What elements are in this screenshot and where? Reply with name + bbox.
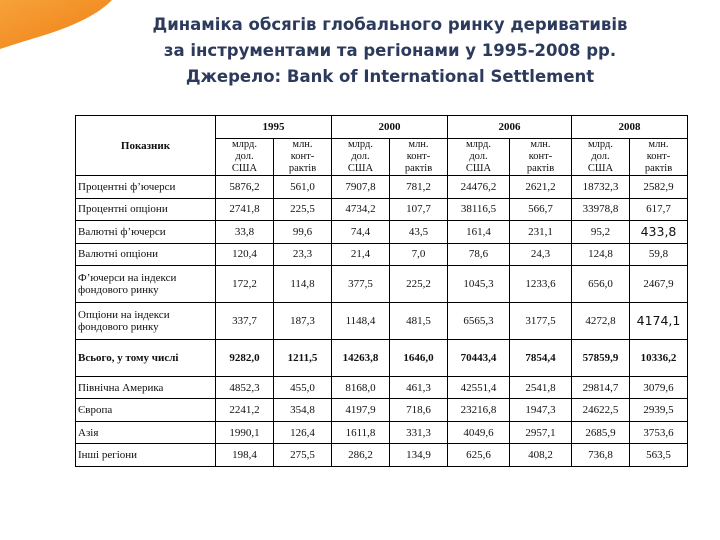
table-cell: 4197,9 (332, 399, 390, 422)
table-cell: 4852,3 (216, 376, 274, 399)
table-cell: 10336,2 (630, 339, 688, 376)
table-cell: 354,8 (274, 399, 332, 422)
table-row (76, 221, 688, 244)
table-cell: 23216,8 (448, 399, 510, 422)
table-cell: 4272,8 (572, 303, 630, 340)
unit-text: США (587, 163, 614, 174)
table-cell: 95,2 (572, 221, 630, 244)
table-cell: 2241,2 (216, 399, 274, 422)
table-cell: 781,2 (390, 176, 448, 199)
unit-text: дол. (235, 151, 254, 162)
unit-text: млн. (530, 139, 551, 150)
unit-text: млн. (292, 139, 313, 150)
table-row (76, 339, 688, 376)
row-label: Азія (76, 421, 216, 444)
table-cell: 161,4 (448, 221, 510, 244)
table-cell: 4174,1 (630, 303, 688, 340)
unit-text: США (465, 163, 492, 174)
table-cell: 461,3 (390, 376, 448, 399)
unit-text: рактів (404, 163, 433, 174)
table-cell: 1148,4 (332, 303, 390, 340)
table-cell: 2741,8 (216, 198, 274, 221)
unit-header-million-contracts (630, 139, 688, 176)
unit-header-billion-usd (448, 139, 510, 176)
unit-text: рактів (288, 163, 317, 174)
table-cell: 59,8 (630, 243, 688, 266)
table-cell: 1233,6 (510, 266, 572, 303)
table-cell: 1611,8 (332, 421, 390, 444)
row-label: Процентні опціони (76, 198, 216, 221)
table-cell: 107,7 (390, 198, 448, 221)
derivatives-table (75, 115, 688, 467)
title-source-line: Джерело: Bank of International Settlement (185, 67, 595, 86)
table-row (76, 243, 688, 266)
unit-text: дол. (469, 151, 488, 162)
unit-text: дол. (591, 151, 610, 162)
unit-header-million-contracts (510, 139, 572, 176)
table-cell: 99,6 (274, 221, 332, 244)
table-row (76, 176, 688, 199)
corner-header: Показник (76, 116, 216, 176)
unit-text: США (347, 163, 374, 174)
title-line-1: Динаміка обсягів глобального ринку деривативів (152, 15, 628, 34)
unit-text: млрд. (348, 139, 373, 150)
unit-header-million-contracts (390, 139, 448, 176)
table-cell: 225,5 (274, 198, 332, 221)
table-cell: 1045,3 (448, 266, 510, 303)
unit-text: дол. (351, 151, 370, 162)
row-label: Опціони на індекси фондового ринку (76, 303, 216, 340)
unit-text: конт- (290, 151, 315, 162)
table-cell: 198,4 (216, 444, 274, 467)
table-cell: 42551,4 (448, 376, 510, 399)
table-cell: 29814,7 (572, 376, 630, 399)
table-cell: 2621,2 (510, 176, 572, 199)
table-cell: 187,3 (274, 303, 332, 340)
unit-text: млрд. (232, 139, 257, 150)
table-cell: 23,3 (274, 243, 332, 266)
table-cell: 625,6 (448, 444, 510, 467)
unit-text: млрд. (588, 139, 613, 150)
table-cell: 563,5 (630, 444, 688, 467)
table-cell: 408,2 (510, 444, 572, 467)
table-cell: 331,3 (390, 421, 448, 444)
title-line-2: за інструментами та регіонами у 1995-2008 рр. (163, 41, 617, 60)
table-cell: 7854,4 (510, 339, 572, 376)
table-row (76, 421, 688, 444)
table-cell: 286,2 (332, 444, 390, 467)
table-cell: 2467,9 (630, 266, 688, 303)
row-label: Валютні опціони (76, 243, 216, 266)
row-label: Північна Америка (76, 376, 216, 399)
table-cell: 124,8 (572, 243, 630, 266)
table-cell: 172,2 (216, 266, 274, 303)
table-cell: 377,5 (332, 266, 390, 303)
table-cell: 3177,5 (510, 303, 572, 340)
table-cell: 275,5 (274, 444, 332, 467)
table-cell: 2541,8 (510, 376, 572, 399)
table-cell: 1211,5 (274, 339, 332, 376)
table-cell: 3753,6 (630, 421, 688, 444)
table-cell: 2939,5 (630, 399, 688, 422)
table-cell: 74,4 (332, 221, 390, 244)
table-cell: 481,5 (390, 303, 448, 340)
table-cell: 433,8 (630, 221, 688, 244)
table-cell: 231,1 (510, 221, 572, 244)
table-row (76, 376, 688, 399)
table-cell: 24,3 (510, 243, 572, 266)
row-label: Інші регіони (76, 444, 216, 467)
slide-title (70, 12, 710, 90)
table-cell: 2685,9 (572, 421, 630, 444)
table-cell: 6565,3 (448, 303, 510, 340)
table-cell: 2957,1 (510, 421, 572, 444)
table-row (76, 444, 688, 467)
unit-text: конт- (528, 151, 553, 162)
table-cell: 8168,0 (332, 376, 390, 399)
table-cell: 9282,0 (216, 339, 274, 376)
unit-header-million-contracts (274, 139, 332, 176)
unit-text: рактів (526, 163, 555, 174)
table-cell: 3079,6 (630, 376, 688, 399)
table-cell: 24476,2 (448, 176, 510, 199)
table-cell: 1947,3 (510, 399, 572, 422)
table-cell: 1646,0 (390, 339, 448, 376)
row-label: Ф’ючерси на індекси фондового ринку (76, 266, 216, 303)
unit-text: конт- (406, 151, 431, 162)
unit-text: млрд. (466, 139, 491, 150)
year-header: 1995 (216, 116, 332, 139)
table-cell: 21,4 (332, 243, 390, 266)
table-cell: 7,0 (390, 243, 448, 266)
table-cell: 337,7 (216, 303, 274, 340)
table-cell: 5876,2 (216, 176, 274, 199)
table-cell: 33,8 (216, 221, 274, 244)
table-cell: 14263,8 (332, 339, 390, 376)
table-cell: 4049,6 (448, 421, 510, 444)
unit-text: США (231, 163, 258, 174)
table-cell: 617,7 (630, 198, 688, 221)
table-cell: 566,7 (510, 198, 572, 221)
table-cell: 38116,5 (448, 198, 510, 221)
table-cell: 736,8 (572, 444, 630, 467)
table-cell: 561,0 (274, 176, 332, 199)
table-cell: 2582,9 (630, 176, 688, 199)
year-header: 2006 (448, 116, 572, 139)
table-cell: 134,9 (390, 444, 448, 467)
year-header: 2008 (572, 116, 688, 139)
table-cell: 1990,1 (216, 421, 274, 444)
table-cell: 120,4 (216, 243, 274, 266)
unit-text: конт- (646, 151, 671, 162)
table-cell: 455,0 (274, 376, 332, 399)
unit-header-billion-usd (216, 139, 274, 176)
unit-header-billion-usd (572, 139, 630, 176)
table-row (76, 399, 688, 422)
row-label: Європа (76, 399, 216, 422)
row-label: Процентні ф’ючерси (76, 176, 216, 199)
table-body (76, 176, 688, 467)
table-row (76, 303, 688, 340)
unit-text: рактів (644, 163, 673, 174)
table-cell: 33978,8 (572, 198, 630, 221)
year-header: 2000 (332, 116, 448, 139)
table-cell: 225,2 (390, 266, 448, 303)
table-cell: 656,0 (572, 266, 630, 303)
row-label: Всього, у тому числі (76, 339, 216, 376)
unit-text: млн. (648, 139, 669, 150)
table-cell: 70443,4 (448, 339, 510, 376)
table-cell: 126,4 (274, 421, 332, 444)
table-cell: 78,6 (448, 243, 510, 266)
table-cell: 7907,8 (332, 176, 390, 199)
table-row (76, 266, 688, 303)
table-cell: 43,5 (390, 221, 448, 244)
table-cell: 718,6 (390, 399, 448, 422)
table-cell: 18732,3 (572, 176, 630, 199)
table-cell: 114,8 (274, 266, 332, 303)
unit-header-billion-usd (332, 139, 390, 176)
table-row (76, 198, 688, 221)
unit-text: млн. (408, 139, 429, 150)
row-label: Валютні ф’ючерси (76, 221, 216, 244)
table-cell: 57859,9 (572, 339, 630, 376)
table-cell: 4734,2 (332, 198, 390, 221)
table-cell: 24622,5 (572, 399, 630, 422)
